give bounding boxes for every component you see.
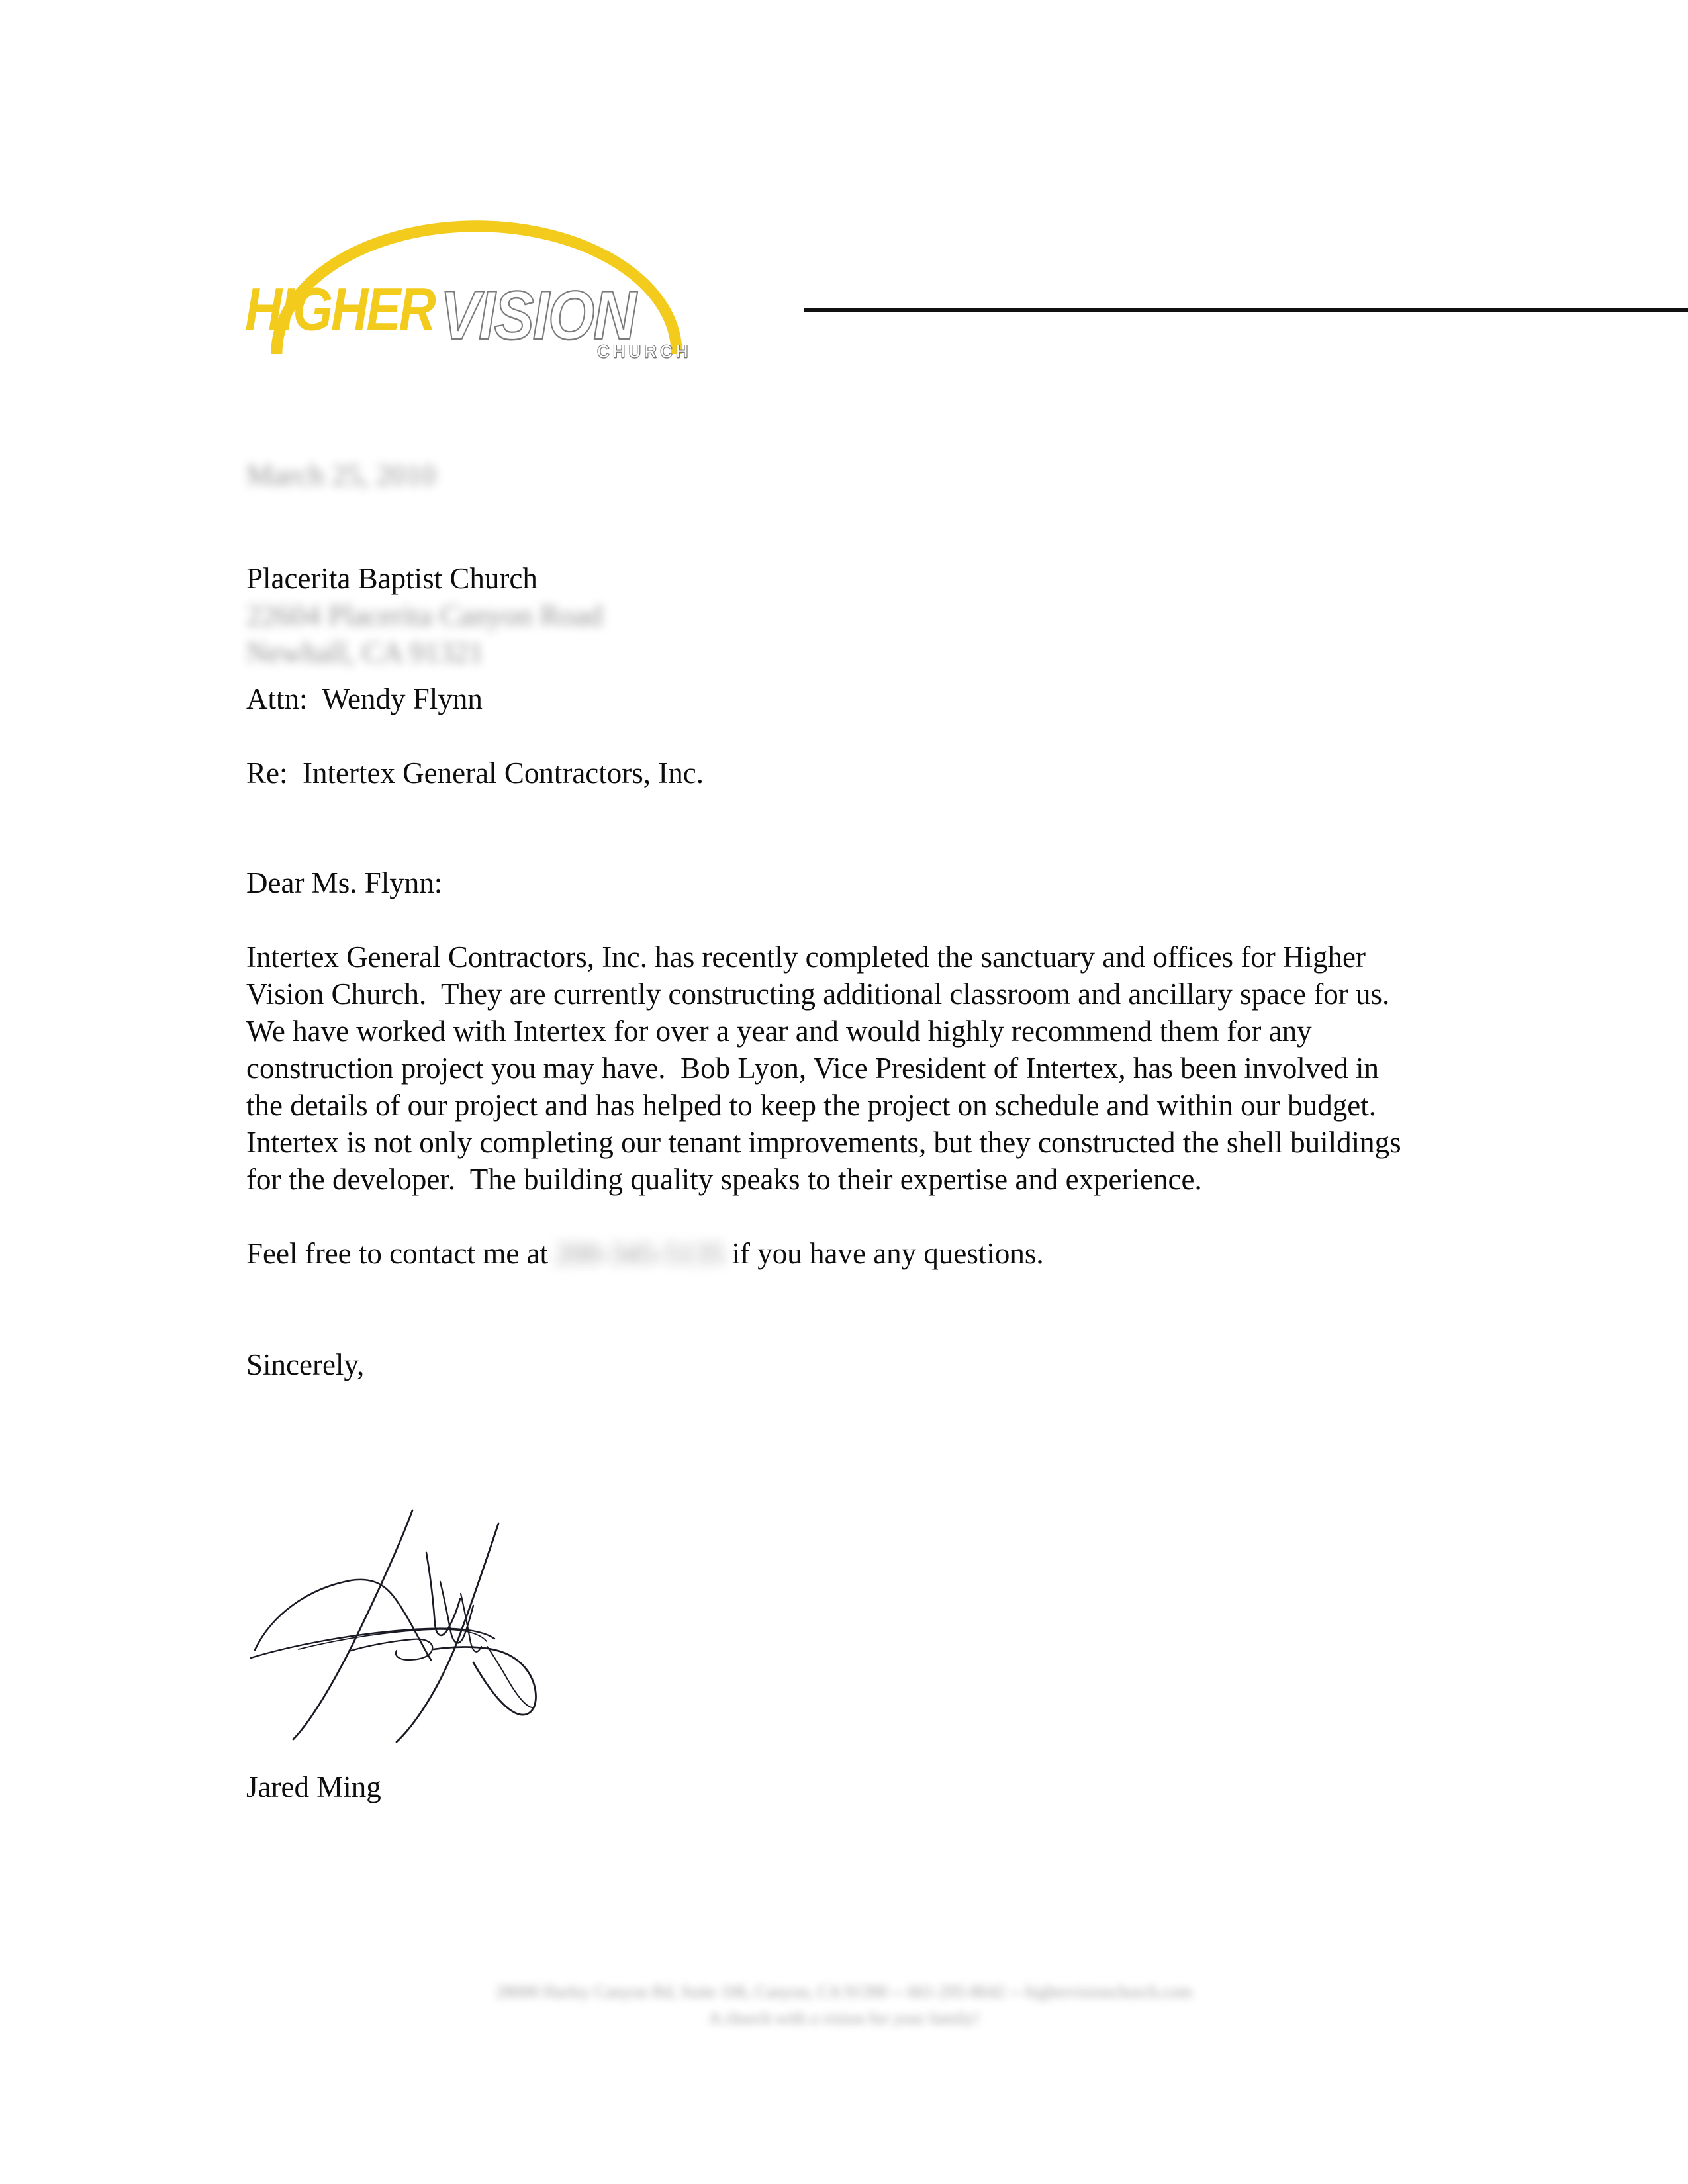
recipient-city-state-zip [246, 634, 1431, 671]
contact-prefix-text: Feel free to contact me at [246, 1237, 549, 1270]
contact-suffix-text: if you have any questions. [731, 1237, 1044, 1270]
letterhead-footer [0, 1979, 1688, 2032]
handwritten-signature-icon [235, 1482, 606, 1747]
subject-line: Re: Intertex General Contractors, Inc. [246, 756, 704, 790]
letterhead [245, 202, 1503, 367]
higher-vision-church-logo [245, 202, 801, 367]
signer-name: Jared Ming [246, 1770, 381, 1803]
recipient-city-redacted-text: Newhall, CA 91321 [246, 636, 484, 669]
logo-word-vision: VISION [440, 277, 635, 354]
logo-word-higher: HIGHER [245, 275, 434, 343]
date-redacted-text: March 25, 2010 [246, 459, 436, 492]
contact-phone-redacted-text: 200-345-5135 [555, 1237, 725, 1270]
footer-tagline: A church with a vision for your family! [708, 2009, 980, 2028]
footer-address-line: 28000 Harley Canyon Rd, Suite 106, Canyon, CA 91390 -- 661-295-8642 -- highervisionchurch.com [496, 1982, 1192, 2001]
letter-date [246, 457, 1431, 494]
body-paragraph: Intertex General Contractors, Inc. has recently completed the sanctuary and offices for Higher Vision Church. They are currently constructing additional classroom and ancillary space for us. We have worked with Intertex for over a year and would highly recommend them for any construction project you may have. Bob Lyon, Vice President of Intertex, has been involved in the details of our project and has helped to keep the project on schedule and within our budget. Intertex is not only completing our tenant improvements, but they constructed the shell buildings for the developer. The building quality speaks to their expertise and experience. [246, 940, 1409, 1196]
letter-body [246, 457, 1431, 1383]
logo-word-church: CHURCH [597, 341, 692, 362]
salutation: Dear Ms. Flynn: [246, 866, 443, 899]
attention-line: Attn: Wendy Flynn [246, 682, 483, 715]
closing-salutation: Sincerely, [246, 1348, 365, 1381]
recipient-address-block [246, 560, 1431, 671]
recipient-organization: Placerita Baptist Church [246, 562, 538, 595]
recipient-street [246, 597, 1431, 634]
contact-paragraph [246, 1235, 1431, 1272]
recipient-street-redacted-text: 22604 Placerita Canyon Road [246, 599, 603, 632]
letterhead-divider-rule [804, 308, 1688, 312]
